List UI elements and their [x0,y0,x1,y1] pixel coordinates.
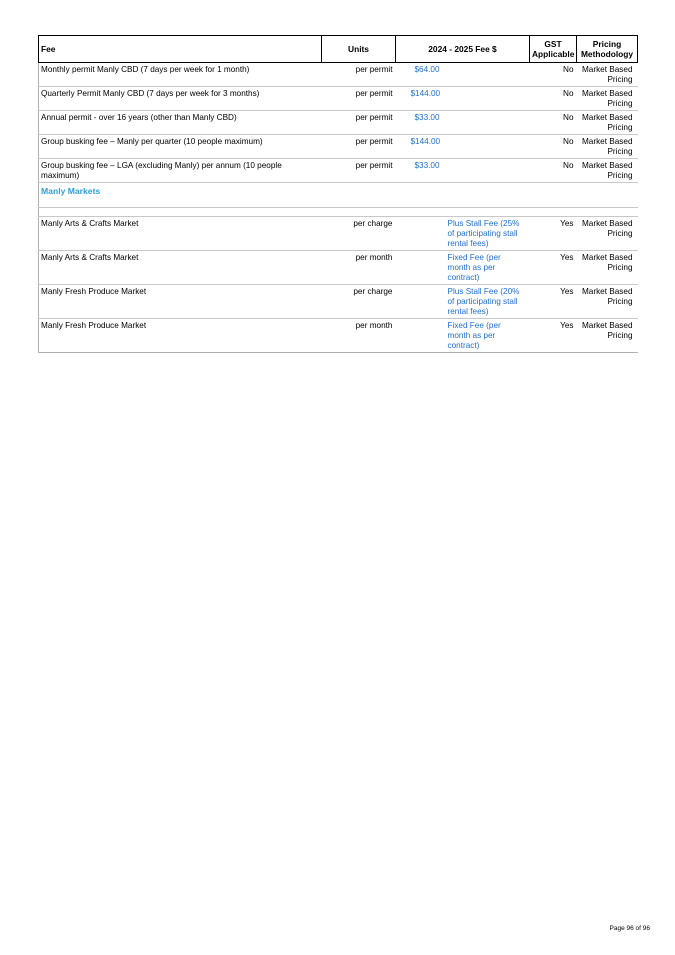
table-row [39,285,638,319]
price-cell: Plus Stall Fee (20% of participating stall rental fees) [396,285,530,319]
price-cell: $33.00 [396,159,530,183]
fee-cell: Manly Arts & Crafts Market [39,217,322,251]
fees-table-container [38,35,637,353]
gst-cell: No [530,159,577,183]
gst-cell: No [530,63,577,87]
fee-cell: Manly Fresh Produce Market [39,285,322,319]
price-cell: Fixed Fee (per month as per contract) [396,251,530,285]
gst-cell: Yes [530,319,577,353]
fee-cell: Group busking fee – LGA (excluding Manly) per annum (10 people maximum) [39,159,322,183]
table-row [39,159,638,183]
methodology-cell: Market Based Pricing [577,319,638,353]
section-title: Manly Markets [39,183,638,208]
methodology-cell: Market Based Pricing [577,87,638,111]
header-gst: GST Applicable [530,36,577,63]
fees-table [38,35,638,353]
gst-cell: No [530,87,577,111]
methodology-cell: Market Based Pricing [577,217,638,251]
units-cell: per month [322,251,396,285]
fee-cell: Monthly permit Manly CBD (7 days per week for 1 month) [39,63,322,87]
gst-cell: Yes [530,217,577,251]
fee-cell: Quarterly Permit Manly CBD (7 days per week for 3 months) [39,87,322,111]
header-price: 2024 - 2025 Fee $ [396,36,530,63]
price-cell: Plus Stall Fee (25% of participating stall rental fees) [396,217,530,251]
section-row [39,183,638,208]
table-row [39,63,638,87]
header-units: Units [322,36,396,63]
methodology-cell: Market Based Pricing [577,135,638,159]
units-cell: per permit [322,87,396,111]
units-cell: per permit [322,111,396,135]
price-cell: $33.00 [396,111,530,135]
gst-cell: No [530,111,577,135]
table-row [39,111,638,135]
table-row [39,135,638,159]
spacer-cell [39,208,638,217]
fee-cell: Manly Fresh Produce Market [39,319,322,353]
table-row [39,87,638,111]
units-cell: per charge [322,285,396,319]
units-cell: per permit [322,135,396,159]
table-row [39,319,638,353]
methodology-cell: Market Based Pricing [577,111,638,135]
price-cell: $64.00 [396,63,530,87]
units-cell: per permit [322,159,396,183]
fee-cell: Manly Arts & Crafts Market [39,251,322,285]
gst-cell: Yes [530,285,577,319]
spacer-row [39,208,638,217]
gst-cell: Yes [530,251,577,285]
units-cell: per charge [322,217,396,251]
header-fee: Fee [39,36,322,63]
fee-cell: Annual permit - over 16 years (other than Manly CBD) [39,111,322,135]
fee-cell: Group busking fee – Manly per quarter (10 people maximum) [39,135,322,159]
units-cell: per permit [322,63,396,87]
table-row [39,251,638,285]
price-cell: $144.00 [396,135,530,159]
table-header-row [39,36,638,63]
table-row [39,217,638,251]
price-cell: Fixed Fee (per month as per contract) [396,319,530,353]
methodology-cell: Market Based Pricing [577,159,638,183]
header-methodology: Pricing Methodology [577,36,638,63]
gst-cell: No [530,135,577,159]
page-number: Page 96 of 96 [609,925,650,932]
units-cell: per month [322,319,396,353]
methodology-cell: Market Based Pricing [577,251,638,285]
methodology-cell: Market Based Pricing [577,285,638,319]
methodology-cell: Market Based Pricing [577,63,638,87]
price-cell: $144.00 [396,87,530,111]
